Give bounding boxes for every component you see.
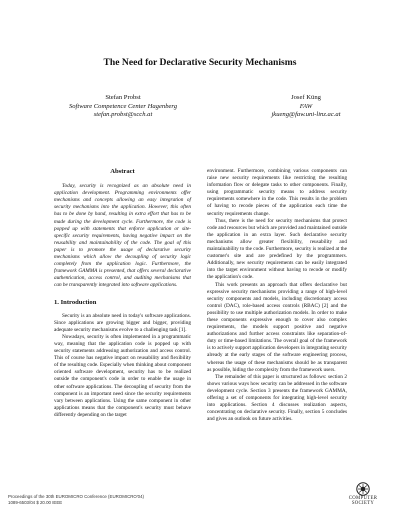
section-heading-introduction: 1. Introduction <box>54 298 97 306</box>
footer-citation <box>8 494 144 505</box>
abstract-text: Today, security is recognized as an absolute need in application development. Programming environments offer mechanisms and concepts allowing an easy integration of security mechanisms into the application. However, this often has to be done by hand, resulting in extra effort that has to be made during the development cycle. Furthermore, the code is popped up with statements that enforce application or site-specific security requirements, having negative impact on the reusability and maintainability of the code. The goal of this paper is to promote the usage of declarative security mechanisms which allow the decoupling of security logic completely from the application logic. Furthermore, the framework GAMMA is presented, that offers several declarative authentication, access control, and auditing mechanisms that can be transparently integrated into software applications. <box>54 183 191 289</box>
author-block-2 <box>246 94 366 120</box>
body-paragraph: Nowadays, security is often implemented in a programmatic way, meaning that the application code is popped up with security statements addressing authorization and access control. This of course has negative impact on reusability and flexibility of the resulting code. Especially when thinking about component oriented software development, security has to be realized outside the component's code in order to enable the usage in other software applications. The decoupling of security from the component is an important need since the security requirements vary between applications. Using the same component in other applications means that the component's security must behave differently depending on the target <box>54 333 191 418</box>
body-paragraph: Thus, there is the need for security mechanisms that protect code and resources but which are provided and maintained outside the application in an extra layer. Such declarative security mechanisms allow greater flexibility, reusability and maintainability to the code. Furthermore, security is realized at the customer's site and are predefined by the programmers. Additionally, new security requirements can be easily integrated into the target environment without having to recode or modify the application's code. <box>207 217 347 281</box>
logo-line-1: COMPUTER <box>348 496 378 501</box>
body-paragraph: The remainder of this paper is structured as follows: section 2 shows various ways how security can be addressed in the software development cycle. Section 3 presents the framework GAMMA, offering a set of components for integrating high-level security into applications. Section 4 discusses realization aspects, concentrating on declarative security. Finally, section 5 concludes and gives an outlook on future activities. <box>207 373 347 423</box>
body-paragraph: environment. Furthermore, combining various components can raise new security requirements like restricting the resulting information flow or delegate tasks to other components. Finally, using programmatic security means to address security requirements somewhere in the code. This results in the problem of having to recode pieces of the application each time the security requirements change. <box>207 168 347 217</box>
footer-price: 1089-6503/04 $ 20.00 IEEE <box>8 499 63 505</box>
left-column <box>54 168 191 419</box>
logo-line-2: SOCIETY <box>351 501 375 507</box>
author-email: jkueng@faw.uni-linz.ac.at <box>271 111 341 119</box>
body-paragraph: Security is an absolute need in today's software applications. Since applications are growing bigger and bigger, providing adequate security mechanisms evolve to a challenging task [1]. <box>54 312 191 333</box>
footer-proceedings: Proceedings of the 30th EUROMICRO Conference (EUROMICRO'04) <box>8 494 145 499</box>
author-name: Josef Küng <box>291 94 321 101</box>
right-column <box>207 168 347 423</box>
author-block-1 <box>38 94 208 120</box>
computer-society-logo <box>340 482 386 506</box>
author-affiliation: Software Competence Center Hagenberg <box>68 102 178 110</box>
body-paragraph: This work presents an approach that offers declarative but expressive security mechanisms providing a range of high-level security components and models, including discretionary access control (DAC), role-based access controls (RBAC) [2] and the possibility to use multiple authorization models. In order to make these components expressive enough to cover also complex requirements, the models support positive and negative authorizations and further access constraints like separation-of-duty or time-based limitations. The overall goal of the framework is to actively support application developers in integrating security already at the early stages of the software engineering process, whereas the usage of these mechanisms should be as transparent as possible, hiding the complexity from the framework users. <box>207 281 347 373</box>
logo-wordmark <box>340 496 386 506</box>
author-affiliation: FAW <box>299 102 313 110</box>
abstract-heading: Abstract <box>110 168 135 175</box>
paper-title: The Need for Declarative Security Mechanisms <box>103 57 297 68</box>
author-email: stefan.probst@scch.at <box>93 111 153 119</box>
author-name: Stefan Probst <box>105 94 141 101</box>
computer-society-emblem-icon <box>355 482 371 496</box>
